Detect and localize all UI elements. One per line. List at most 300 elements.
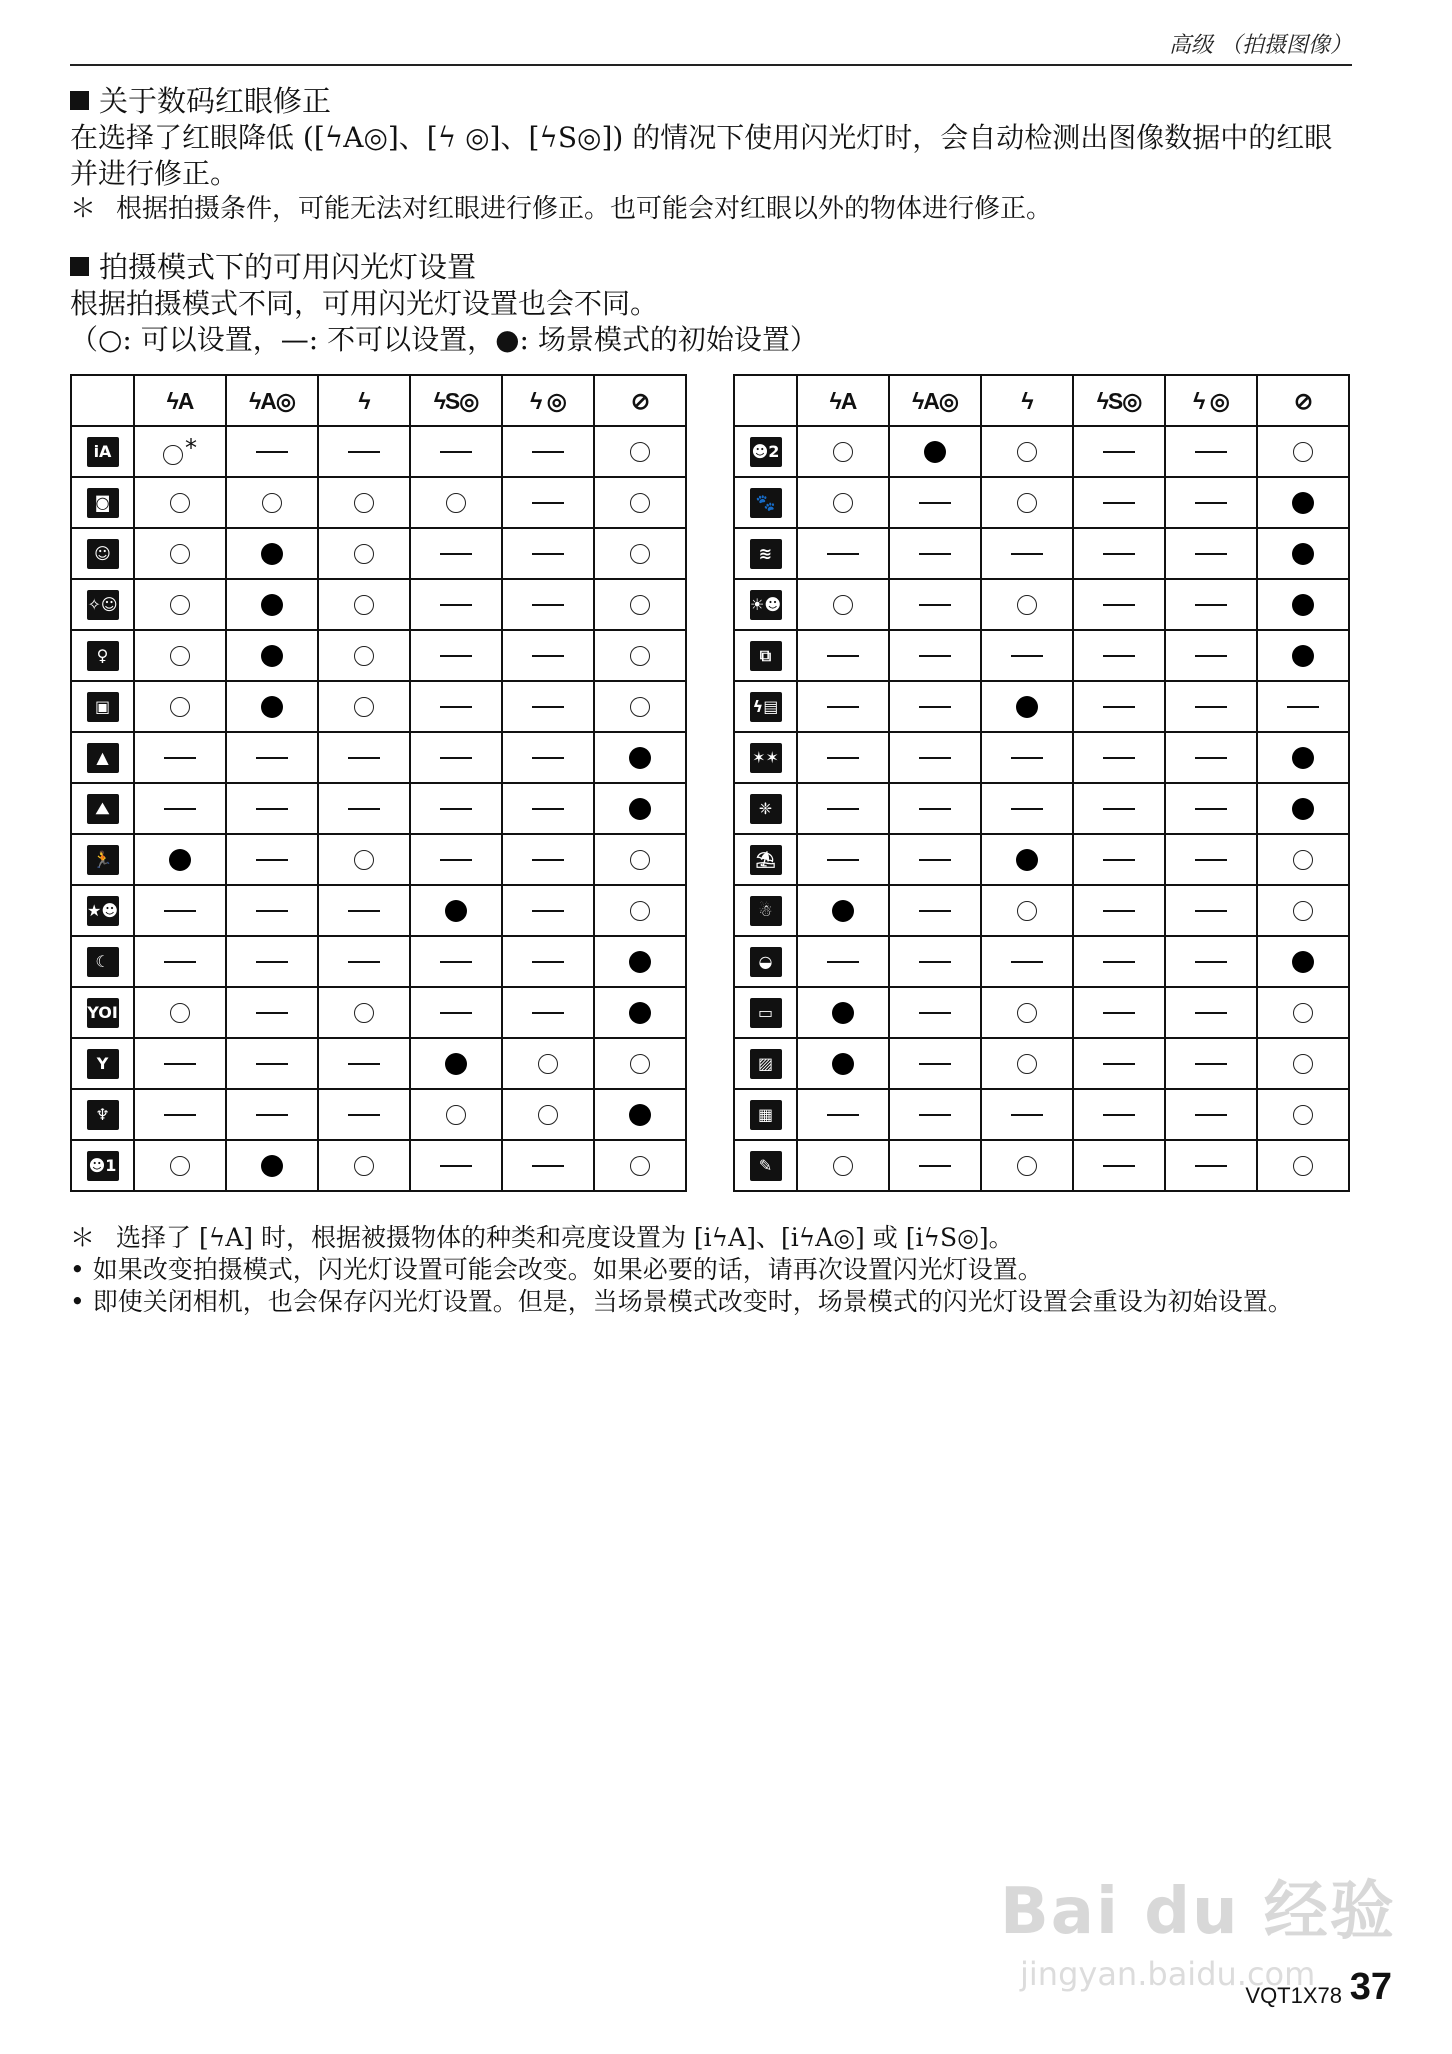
scene-mode-icon: ⧉ — [750, 641, 782, 671]
scene-mode-cell — [71, 1140, 134, 1191]
availability-cell — [889, 1038, 981, 1089]
available-circle-icon — [630, 697, 650, 717]
scene-mode-icon: ☀☻ — [750, 590, 782, 620]
scene-mode-icon: ❈ — [750, 794, 782, 824]
scene-mode-cell — [71, 732, 134, 783]
availability-cell — [981, 1089, 1073, 1140]
availability-cell — [134, 630, 226, 681]
default-dot-icon — [629, 747, 651, 769]
availability-cell — [1257, 426, 1349, 477]
available-circle-icon — [354, 544, 374, 564]
available-circle-icon — [1017, 595, 1037, 615]
default-dot-icon — [445, 1053, 467, 1075]
availability-cell — [226, 681, 318, 732]
available-circle-icon — [538, 1054, 558, 1074]
availability-cell — [889, 426, 981, 477]
scene-mode-icon: Y — [87, 1049, 119, 1079]
availability-cell — [134, 732, 226, 783]
availability-cell — [226, 579, 318, 630]
available-circle-icon — [630, 544, 650, 564]
availability-cell — [502, 885, 594, 936]
unavailable-dash-icon — [348, 1114, 380, 1116]
unavailable-dash-icon — [919, 808, 951, 810]
default-dot-icon — [261, 696, 283, 718]
unavailable-dash-icon — [256, 451, 288, 453]
unavailable-dash-icon — [532, 451, 564, 453]
available-circle-icon — [170, 544, 190, 564]
scene-mode-cell — [734, 936, 797, 987]
availability-cell — [318, 1140, 410, 1191]
unavailable-dash-icon — [919, 961, 951, 963]
availability-cell — [226, 885, 318, 936]
availability-cell — [226, 732, 318, 783]
section-red-eye — [70, 82, 1360, 226]
availability-cell — [797, 426, 889, 477]
flash-mode-icon: ⊘ — [1293, 387, 1313, 414]
scene-mode-icon: ◙ — [87, 488, 119, 518]
default-dot-icon — [629, 951, 651, 973]
default-dot-icon — [1016, 849, 1038, 871]
availability-cell — [1257, 885, 1349, 936]
scene-mode-cell — [734, 987, 797, 1038]
availability-cell — [318, 579, 410, 630]
available-circle-icon — [163, 445, 183, 465]
watermark-logo: Bai du 经验 — [1000, 1875, 1396, 1949]
availability-cell — [797, 936, 889, 987]
available-circle-icon — [446, 1105, 466, 1125]
table-row — [734, 732, 1349, 783]
availability-cell — [502, 630, 594, 681]
unavailable-dash-icon — [164, 1114, 196, 1116]
square-bullet-icon — [70, 257, 89, 276]
unavailable-dash-icon — [1195, 757, 1227, 759]
scene-mode-cell — [71, 1089, 134, 1140]
availability-cell — [889, 936, 981, 987]
availability-cell — [889, 579, 981, 630]
availability-cell — [134, 681, 226, 732]
availability-cell — [318, 426, 410, 477]
unavailable-dash-icon — [348, 1063, 380, 1065]
flash-mode-header — [797, 375, 889, 426]
scene-mode-cell — [734, 783, 797, 834]
availability-cell — [889, 681, 981, 732]
available-circle-icon — [170, 595, 190, 615]
unavailable-dash-icon — [827, 808, 859, 810]
section-title — [70, 248, 1360, 286]
unavailable-dash-icon — [827, 655, 859, 657]
available-circle-icon — [354, 1156, 374, 1176]
unavailable-dash-icon — [348, 910, 380, 912]
flash-mode-header — [594, 375, 686, 426]
availability-cell — [410, 987, 502, 1038]
availability-cell — [1165, 885, 1257, 936]
availability-cell — [797, 732, 889, 783]
availability-cell — [1073, 477, 1165, 528]
scene-mode-icon: ▭ — [750, 998, 782, 1028]
unavailable-dash-icon — [256, 961, 288, 963]
availability-cell — [134, 1038, 226, 1089]
unavailable-dash-icon — [1011, 1114, 1043, 1116]
table-row — [71, 681, 686, 732]
availability-cell — [318, 630, 410, 681]
default-dot-icon — [169, 849, 191, 871]
default-dot-icon — [1292, 747, 1314, 769]
header-rule — [70, 64, 1352, 66]
unavailable-dash-icon — [1195, 961, 1227, 963]
available-circle-icon — [630, 1156, 650, 1176]
default-dot-icon — [261, 543, 283, 565]
table-row — [71, 885, 686, 936]
availability-cell — [797, 834, 889, 885]
table-row — [734, 1089, 1349, 1140]
unavailable-dash-icon — [532, 910, 564, 912]
default-dot-icon — [629, 1002, 651, 1024]
availability-cell — [410, 477, 502, 528]
availability-cell — [226, 1038, 318, 1089]
availability-cell — [889, 885, 981, 936]
unavailable-dash-icon — [919, 553, 951, 555]
available-circle-icon — [354, 646, 374, 666]
unavailable-dash-icon — [1011, 961, 1043, 963]
availability-cell — [1257, 528, 1349, 579]
unavailable-dash-icon — [532, 553, 564, 555]
availability-cell — [981, 732, 1073, 783]
unavailable-dash-icon — [1103, 757, 1135, 759]
availability-cell — [797, 579, 889, 630]
availability-cell — [594, 579, 686, 630]
default-dot-icon — [445, 900, 467, 922]
unavailable-dash-icon — [1011, 553, 1043, 555]
availability-cell — [410, 936, 502, 987]
unavailable-dash-icon — [440, 757, 472, 759]
availability-cell — [594, 630, 686, 681]
scene-mode-cell — [71, 630, 134, 681]
unavailable-dash-icon — [1103, 808, 1135, 810]
unavailable-dash-icon — [1103, 502, 1135, 504]
available-circle-icon — [1017, 1003, 1037, 1023]
availability-cell — [502, 834, 594, 885]
table-row — [734, 681, 1349, 732]
scene-mode-cell — [734, 681, 797, 732]
unavailable-dash-icon — [440, 1165, 472, 1167]
availability-cell — [226, 528, 318, 579]
availability-cell — [1165, 732, 1257, 783]
unavailable-dash-icon — [1195, 1012, 1227, 1014]
scene-mode-cell — [71, 885, 134, 936]
availability-cell — [981, 1038, 1073, 1089]
availability-cell — [1073, 732, 1165, 783]
availability-cell — [981, 528, 1073, 579]
availability-cell — [410, 426, 502, 477]
footnote-asterisk — [70, 1222, 1360, 1254]
flash-mode-header — [318, 375, 410, 426]
table-row — [734, 1038, 1349, 1089]
availability-cell — [410, 885, 502, 936]
unavailable-dash-icon — [1195, 655, 1227, 657]
availability-cell — [226, 1089, 318, 1140]
availability-cell — [981, 987, 1073, 1038]
section-title — [70, 82, 1360, 120]
scene-mode-icon: iA — [87, 437, 119, 467]
availability-cell — [594, 936, 686, 987]
unavailable-dash-icon — [440, 604, 472, 606]
table-row — [71, 987, 686, 1038]
default-dot-icon — [1292, 492, 1314, 514]
scene-mode-cell — [71, 783, 134, 834]
unavailable-dash-icon — [256, 1063, 288, 1065]
unavailable-dash-icon — [256, 757, 288, 759]
availability-cell — [981, 834, 1073, 885]
availability-cell — [226, 426, 318, 477]
flash-mode-icon: ϟ ◎ — [1193, 387, 1229, 414]
unavailable-dash-icon — [827, 553, 859, 555]
availability-cell — [1257, 732, 1349, 783]
availability-cell — [410, 732, 502, 783]
table-row — [71, 579, 686, 630]
table-row — [71, 783, 686, 834]
availability-cell — [889, 1089, 981, 1140]
scene-mode-icon: ♆ — [87, 1100, 119, 1130]
table-row — [734, 987, 1349, 1038]
table-row — [734, 834, 1349, 885]
availability-cell — [1165, 528, 1257, 579]
scene-mode-icon: ▣ — [87, 692, 119, 722]
flash-mode-header — [889, 375, 981, 426]
availability-cell — [797, 885, 889, 936]
availability-cell — [797, 1089, 889, 1140]
scene-mode-icon: ★☻ — [87, 896, 119, 926]
flash-mode-icon: ϟ — [358, 387, 370, 414]
table-header-row — [71, 375, 686, 426]
flash-mode-header — [981, 375, 1073, 426]
availability-cell — [318, 834, 410, 885]
availability-cell — [1165, 681, 1257, 732]
availability-cell — [889, 987, 981, 1038]
availability-cell — [502, 528, 594, 579]
unavailable-dash-icon — [1103, 1165, 1135, 1167]
scene-mode-cell — [71, 681, 134, 732]
available-circle-icon — [262, 493, 282, 513]
unavailable-dash-icon — [1011, 655, 1043, 657]
flash-mode-header — [226, 375, 318, 426]
available-circle-icon — [1017, 901, 1037, 921]
unavailable-dash-icon — [256, 808, 288, 810]
unavailable-dash-icon — [1103, 655, 1135, 657]
scene-mode-cell — [734, 579, 797, 630]
unavailable-dash-icon — [256, 910, 288, 912]
available-circle-icon — [354, 850, 374, 870]
availability-cell — [134, 987, 226, 1038]
availability-cell — [797, 1038, 889, 1089]
scene-mode-icon: ▨ — [750, 1049, 782, 1079]
unavailable-dash-icon — [919, 655, 951, 657]
unavailable-dash-icon — [440, 961, 472, 963]
available-circle-icon — [833, 442, 853, 462]
available-circle-icon — [1293, 901, 1313, 921]
scene-mode-cell — [734, 477, 797, 528]
unavailable-dash-icon — [440, 808, 472, 810]
default-dot-icon — [832, 900, 854, 922]
availability-cell — [889, 630, 981, 681]
unavailable-dash-icon — [440, 706, 472, 708]
available-circle-icon — [1017, 493, 1037, 513]
scene-mode-cell — [734, 630, 797, 681]
scene-mode-icon: ▦ — [750, 1100, 782, 1130]
unavailable-dash-icon — [827, 1114, 859, 1116]
unavailable-dash-icon — [1195, 502, 1227, 504]
unavailable-dash-icon — [919, 757, 951, 759]
scene-mode-icon: 🐾 — [750, 488, 782, 518]
unavailable-dash-icon — [532, 808, 564, 810]
flash-mode-icon: ϟA◎ — [249, 387, 295, 414]
unavailable-dash-icon — [919, 1114, 951, 1116]
available-circle-icon — [170, 697, 190, 717]
scene-mode-icon: ☃ — [750, 896, 782, 926]
unavailable-dash-icon — [919, 910, 951, 912]
availability-cell — [318, 936, 410, 987]
table-row — [71, 630, 686, 681]
scene-mode-cell — [71, 528, 134, 579]
availability-cell — [1165, 834, 1257, 885]
unavailable-dash-icon — [1195, 706, 1227, 708]
availability-cell — [134, 834, 226, 885]
unavailable-dash-icon — [164, 808, 196, 810]
availability-cell — [410, 1140, 502, 1191]
unavailable-dash-icon — [919, 1063, 951, 1065]
default-dot-icon — [629, 1104, 651, 1126]
availability-cell — [318, 681, 410, 732]
availability-cell — [981, 630, 1073, 681]
availability-cell — [502, 987, 594, 1038]
availability-cell — [502, 426, 594, 477]
available-circle-icon — [630, 850, 650, 870]
footnote-bullet: • 如果改变拍摄模式，闪光灯设置可能会改变。如果必要的话，请再次设置闪光灯设置。 — [70, 1255, 1043, 1284]
availability-cell — [1257, 1038, 1349, 1089]
available-circle-icon — [446, 493, 466, 513]
unavailable-dash-icon — [1195, 808, 1227, 810]
availability-cell — [1165, 987, 1257, 1038]
asterisk-mark: ＊ — [70, 194, 97, 224]
scene-mode-icon: ☾ — [87, 947, 119, 977]
available-circle-icon — [354, 595, 374, 615]
availability-cell — [1257, 1140, 1349, 1191]
unavailable-dash-icon — [348, 808, 380, 810]
scene-mode-icon: 🏃 — [87, 845, 119, 875]
table-row — [71, 1140, 686, 1191]
table-row — [71, 528, 686, 579]
section-flash-settings — [70, 248, 1360, 358]
available-circle-icon — [354, 697, 374, 717]
table-row — [71, 936, 686, 987]
available-circle-icon — [630, 901, 650, 921]
availability-cell — [502, 732, 594, 783]
availability-cell — [1257, 630, 1349, 681]
availability-cell — [797, 783, 889, 834]
available-circle-icon — [1293, 1003, 1313, 1023]
unavailable-dash-icon — [919, 604, 951, 606]
scene-mode-cell — [734, 426, 797, 477]
unavailable-dash-icon — [827, 961, 859, 963]
flash-mode-header — [1257, 375, 1349, 426]
flash-mode-icon: ϟA◎ — [912, 387, 958, 414]
availability-cell — [889, 1140, 981, 1191]
unavailable-dash-icon — [532, 1165, 564, 1167]
unavailable-dash-icon — [164, 757, 196, 759]
unavailable-dash-icon — [532, 604, 564, 606]
availability-cell — [1073, 1140, 1165, 1191]
unavailable-dash-icon — [164, 961, 196, 963]
scene-mode-cell — [71, 834, 134, 885]
table-row — [71, 426, 686, 477]
section-title-text: 关于数码红眼修正 — [99, 84, 332, 118]
unavailable-dash-icon — [532, 655, 564, 657]
availability-cell — [226, 477, 318, 528]
unavailable-dash-icon — [827, 706, 859, 708]
available-circle-icon — [630, 646, 650, 666]
available-circle-icon — [1293, 1105, 1313, 1125]
flash-table-left — [70, 374, 687, 1192]
unavailable-dash-icon — [164, 1063, 196, 1065]
availability-cell — [134, 477, 226, 528]
scene-mode-icon: YOI — [87, 998, 119, 1028]
unavailable-dash-icon — [1011, 757, 1043, 759]
unavailable-dash-icon — [532, 706, 564, 708]
availability-cell — [502, 681, 594, 732]
available-circle-icon — [833, 493, 853, 513]
table-row — [71, 732, 686, 783]
availability-cell — [318, 1038, 410, 1089]
default-dot-icon — [261, 1155, 283, 1177]
availability-cell — [1073, 783, 1165, 834]
unavailable-dash-icon — [1103, 1012, 1135, 1014]
availability-cell — [134, 426, 226, 477]
flash-mode-icon: ϟ — [1021, 387, 1033, 414]
availability-cell — [134, 579, 226, 630]
availability-cell — [594, 1140, 686, 1191]
unavailable-dash-icon — [827, 859, 859, 861]
unavailable-dash-icon — [919, 706, 951, 708]
flash-mode-icon: ϟA — [166, 387, 194, 414]
availability-cell — [410, 681, 502, 732]
availability-cell — [502, 579, 594, 630]
flash-mode-header — [1073, 375, 1165, 426]
watermark-url: jingyan.baidu.com — [1020, 1955, 1316, 1993]
availability-cell — [1073, 987, 1165, 1038]
availability-cell — [502, 477, 594, 528]
availability-cell — [1165, 1140, 1257, 1191]
unavailable-dash-icon — [440, 859, 472, 861]
availability-cell — [318, 1089, 410, 1140]
availability-cell — [1165, 426, 1257, 477]
default-dot-icon — [1292, 951, 1314, 973]
availability-cell — [797, 528, 889, 579]
scene-mode-icon: ⛰ — [87, 794, 119, 824]
default-dot-icon — [832, 1002, 854, 1024]
available-circle-icon — [630, 493, 650, 513]
scene-mode-cell — [734, 528, 797, 579]
availability-cell — [594, 783, 686, 834]
table-row — [734, 528, 1349, 579]
availability-cell — [1073, 579, 1165, 630]
flash-mode-icon: ϟA — [829, 387, 857, 414]
availability-cell — [1073, 885, 1165, 936]
availability-cell — [226, 834, 318, 885]
available-circle-icon — [354, 493, 374, 513]
unavailable-dash-icon — [1195, 1165, 1227, 1167]
unavailable-dash-icon — [1103, 604, 1135, 606]
asterisk-mark: * — [185, 434, 197, 462]
availability-cell — [502, 1038, 594, 1089]
